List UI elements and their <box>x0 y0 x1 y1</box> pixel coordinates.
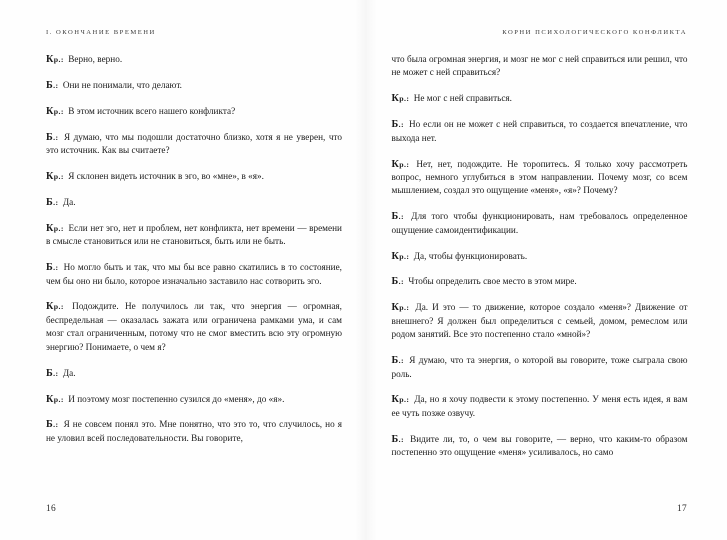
dialogue-paragraph <box>392 250 688 263</box>
dialogue-paragraph <box>392 301 688 341</box>
paragraph-text: Но могло быть и так, что мы бы все равно скатились в то состояние, чем бы оно ни было, которое изначально заставило нас сотворить эго. <box>46 262 342 286</box>
speaker-suffix: .: <box>53 368 59 378</box>
speaker-label <box>392 302 410 312</box>
speaker-label <box>46 171 64 181</box>
paragraph-text: Если нет эго, нет и проблем, нет конфликта, нет времени — времени в смысле становиться или не становиться, быть или не быть. <box>46 222 342 247</box>
speaker-label <box>392 211 405 221</box>
speaker-initial: Б <box>391 276 399 288</box>
dialogue-paragraph <box>392 275 688 288</box>
speaker-initial: К <box>46 222 54 234</box>
speaker-label <box>392 394 410 404</box>
dialogue-paragraph <box>392 53 688 80</box>
running-head-right: КОРНИ ПСИХОЛОГИЧЕСКОГО КОНФЛИКТА <box>502 29 687 36</box>
dialogue-paragraph <box>46 170 342 183</box>
dialogue-paragraph <box>46 367 342 380</box>
dialogue-paragraph <box>46 105 342 118</box>
speaker-label <box>46 394 64 404</box>
dialogue-paragraph <box>46 131 342 158</box>
speaker-suffix: р.: <box>399 303 410 313</box>
paragraph-text: Да. И это — то движение, которое создало «меня»? Движение от внешнего? Я должен был определиться с семьей, домом, ремеслом или родом занятий. Все это постепенно стало «мной»? <box>391 302 688 340</box>
paragraph-text: Для того чтобы функционировать, нам требовалось определенное ощущение самоидентификации. <box>391 211 688 235</box>
paragraph-text: Они не понимали, что делают. <box>62 79 182 90</box>
dialogue-paragraph <box>392 433 688 460</box>
dialogue-paragraph <box>46 418 342 445</box>
speaker-initial: К <box>391 158 400 170</box>
speaker-suffix: .: <box>398 356 404 366</box>
speaker-label <box>46 80 59 90</box>
speaker-initial: Б <box>46 419 54 431</box>
dialogue-paragraph <box>46 79 342 92</box>
speaker-label <box>46 368 59 378</box>
speaker-suffix: .: <box>398 434 404 444</box>
speaker-initial: К <box>391 250 400 262</box>
speaker-suffix: .: <box>53 197 59 207</box>
dialogue-paragraph <box>46 393 342 406</box>
paragraph-text: Видите ли, то, о чем вы говорите, — верно, что каким-то образом постепенно это ощущение «меня» усиливалось, но само <box>391 433 688 458</box>
speaker-initial: К <box>46 105 54 117</box>
dialogue-paragraph <box>46 53 342 66</box>
speaker-label <box>392 159 410 169</box>
page-number-left: 16 <box>46 504 56 514</box>
speaker-suffix: р.: <box>53 302 64 312</box>
speaker-suffix: .: <box>398 212 404 222</box>
speaker-initial: К <box>391 93 400 105</box>
speaker-initial: К <box>391 394 400 406</box>
speaker-initial: К <box>46 393 54 405</box>
dialogue-paragraph <box>392 158 688 198</box>
speaker-label <box>392 93 410 103</box>
speaker-suffix: р.: <box>399 395 410 405</box>
speaker-label <box>392 434 405 444</box>
page-number-right: 17 <box>677 504 687 514</box>
speaker-initial: Б <box>46 367 54 379</box>
speaker-suffix: .: <box>53 263 59 273</box>
running-head-left: I. ОКОНЧАНИЕ ВРЕМЕНИ <box>46 29 156 36</box>
speaker-label <box>46 197 59 207</box>
dialogue-paragraph <box>46 261 342 288</box>
paragraph-text: Я думаю, что та энергия, о которой вы говорите, тоже сыграла свою роль. <box>391 355 688 379</box>
speaker-label <box>46 223 64 233</box>
dialogue-paragraph <box>392 118 688 145</box>
speaker-initial: Б <box>46 196 54 208</box>
speaker-label <box>46 54 64 64</box>
speaker-suffix: р.: <box>399 94 410 104</box>
speaker-label <box>392 355 405 365</box>
paragraph-text: Я склонен видеть источник в эго, во «мне», в «я». <box>68 171 264 182</box>
speaker-label <box>46 132 59 142</box>
speaker-label <box>46 106 64 116</box>
speaker-label <box>46 262 59 272</box>
paragraph-text: что была огромная энергия, и мозг не мог с ней справиться или решил, что не может с ней справиться? <box>391 54 688 78</box>
paragraph-text: Нет, нет, подождите. Не торопитесь. Я только хочу рассмотреть вопрос, немного углубиться в этом направлении. Почему мозг, со всем мышлением, создал это ощущение «меня», «я»? Почему? <box>391 158 688 196</box>
dialogue-paragraph <box>46 196 342 209</box>
paragraph-text: Да. <box>62 196 76 207</box>
speaker-suffix: р.: <box>53 106 64 116</box>
speaker-initial: К <box>46 54 54 65</box>
speaker-initial: К <box>391 302 400 314</box>
speaker-suffix: .: <box>398 277 404 287</box>
speaker-suffix: р.: <box>53 172 64 182</box>
paragraph-text: Да, чтобы функционировать. <box>413 250 528 261</box>
speaker-label <box>392 276 405 286</box>
speaker-initial: Б <box>391 119 399 131</box>
speaker-initial: К <box>46 171 54 183</box>
speaker-initial: Б <box>46 131 54 143</box>
paragraph-text: Я не совсем понял это. Мне понятно, что это то, что случилось, но я не уловил всей последовательности. Вы говорите, <box>46 419 342 443</box>
speaker-initial: Б <box>46 262 54 274</box>
paragraph-text: Да. <box>62 367 76 378</box>
paragraph-text: Чтобы определить свое место в этом мире. <box>408 276 577 287</box>
paragraph-text: И поэтому мозг постепенно сузился до «меня», до «я». <box>68 393 285 404</box>
right-page-text-column <box>392 53 688 460</box>
dialogue-paragraph <box>46 300 342 354</box>
paragraph-text: Подождите. Не получилось ли так, что энергия — огромная, беспредельная — оказалась зажата или ограничена рамками ума, и сам мозг стал ограниченным, потому что не смог вместить всю эту огромную энергию? Понимаете, о чем я? <box>46 301 342 352</box>
left-page-text-column <box>46 53 342 445</box>
speaker-suffix: р.: <box>53 394 64 404</box>
paragraph-text: Я думаю, что мы подошли достаточно близко, хотя я не уверен, что это источник. Как вы считаете? <box>46 131 342 156</box>
speaker-suffix: р.: <box>399 159 410 169</box>
dialogue-paragraph <box>392 210 688 237</box>
paragraph-text: Но если он не может с ней справиться, то создается впечатление, что выхода нет. <box>391 119 688 143</box>
speaker-suffix: р.: <box>399 251 410 261</box>
speaker-suffix: .: <box>398 120 404 130</box>
speaker-label <box>392 251 410 261</box>
speaker-initial: Б <box>391 433 399 445</box>
paragraph-text: Да, но я хочу подвести к этому постепенно. У меня есть идея, я вам ее чуть позже озвучу. <box>391 394 688 418</box>
right-page <box>364 0 727 540</box>
speaker-initial: Б <box>391 355 399 367</box>
speaker-suffix: р.: <box>53 55 64 64</box>
speaker-suffix: .: <box>53 80 59 90</box>
dialogue-paragraph <box>392 92 688 105</box>
speaker-initial: Б <box>46 79 54 91</box>
speaker-label <box>392 119 405 129</box>
speaker-suffix: .: <box>53 420 59 430</box>
speaker-suffix: .: <box>53 132 59 142</box>
paragraph-text: В этом источник всего нашего конфликта? <box>68 105 236 116</box>
paragraph-text: Не мог с ней справиться. <box>413 93 512 104</box>
dialogue-paragraph <box>46 222 342 249</box>
speaker-suffix: р.: <box>53 223 64 233</box>
speaker-label <box>46 301 64 311</box>
dialogue-paragraph <box>392 393 688 420</box>
speaker-initial: Б <box>391 211 399 223</box>
speaker-initial: К <box>46 301 54 313</box>
paragraph-text: Верно, верно. <box>68 54 123 64</box>
speaker-label <box>46 419 59 429</box>
dialogue-paragraph <box>392 354 688 381</box>
